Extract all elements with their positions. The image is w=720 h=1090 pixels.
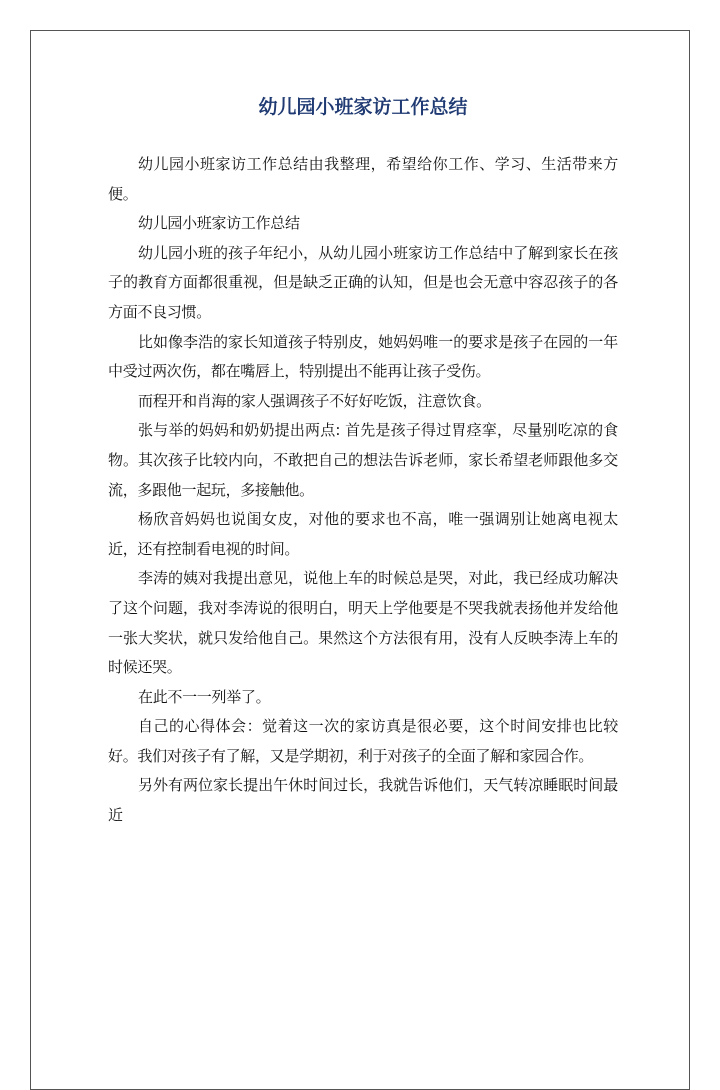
paragraph: 而程开和肖海的家人强调孩子不好好吃饭，注意饮食。 (138, 391, 491, 410)
paragraph: 比如像李浩的家长知道孩子特别皮，她妈妈唯一的要求是孩子在园的一年中受过两次伤，都在嘴唇上，特别提出不能再让孩子受伤。 (108, 332, 618, 381)
paragraph: 另外有两位家长提出午休时间过长，我就告诉他们，天气转凉睡眠时间最近 (108, 776, 618, 825)
document-body (108, 150, 618, 831)
paragraph: 杨欣音妈妈也说闺女皮，对他的要求也不高，唯一强调别让她离电视太近，还有控制看电视的时间。 (108, 510, 618, 558)
paragraph: 自己的心得体会：觉着这一次的家访真是很必要，这个时间安排也比较好。我们对孩子有了解，又是学期初，利于对孩子的全面了解和家园合作。 (108, 717, 618, 765)
paragraph: 张与举的妈妈和奶奶提出两点: 首先是孩子得过胃痉挛，尽量别吃凉的食物。其次孩子比较内向，不敢把自己的想法告诉老师，家长希望老师跟他多交流，多跟他一起玩，多接触他。 (108, 421, 618, 499)
paragraph: 幼儿园小班家访工作总结由我整理，希望给你工作、学习、生活带来方便。 (108, 155, 618, 203)
document-title: 幼儿园小班家访工作总结 (258, 96, 468, 118)
paragraph: 在此不一一列举了。 (138, 687, 271, 706)
paragraph: 幼儿园小班家访工作总结 (138, 214, 300, 233)
paragraph: 幼儿园小班的孩子年纪小，从幼儿园小班家访工作总结中了解到家长在孩子的教育方面都很重视，但是缺乏正确的认知，但是也会无意中容忍孩子的各方面不良习惯。 (108, 243, 618, 321)
paragraph: 李涛的姨对我提出意见，说他上车的时候总是哭，对此，我已经成功解决了这个问题，我对李涛说的很明白，明天上学他要是不哭我就表扬他并发给他一张大奖状，就只发给他自己。果然这个方法很有用，没有人反映李涛上车的时候还哭。 (108, 569, 618, 677)
